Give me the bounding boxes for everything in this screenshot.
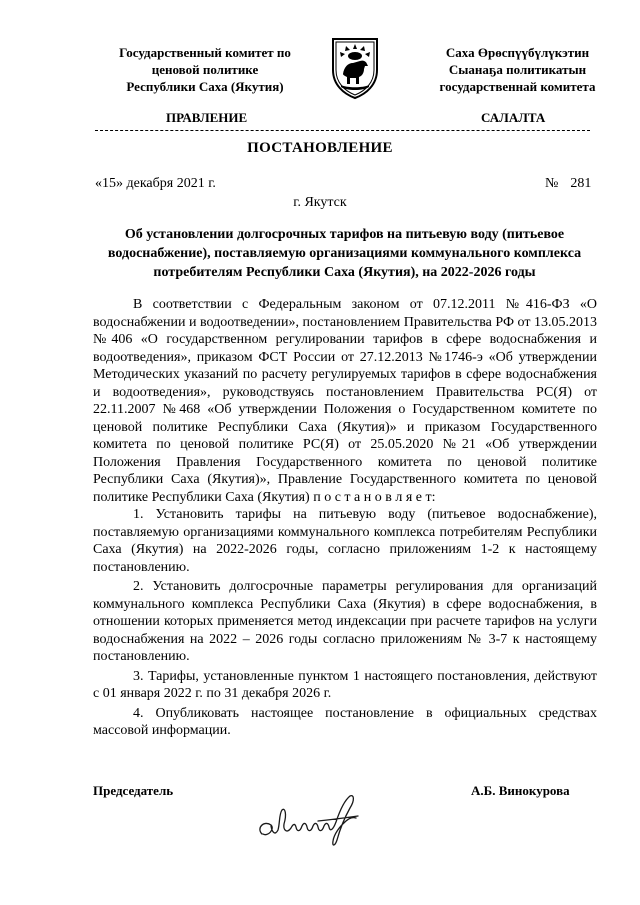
header-divider xyxy=(95,130,590,131)
document-number xyxy=(545,176,591,192)
coat-of-arms-icon xyxy=(329,36,381,100)
preamble-text: В соответствии с Федеральным законом от 07.12.2011 №416-ФЗ «О водоснабжении и водоотведении», постановлением Правительства РФ от 13.05.2013 №406 «О государственном регулировании тарифов в сфере водоснабжения и водоотведения», приказом ФСТ России от 27.12.2013 №1746-э «Об утверждении Методических указаний по расчету регулируемых тарифов в сфере водоснабжения и водоотведения», руководствуясь постановлением Правительства РС(Я) от 22.11.2007 №468 «Об утверждении Положения о Государственном комитете по ценовой политике Республики Саха (Якутия)» и приказом Государственного комитета по ценовой политике РС(Я) от 25.05.2020 №21 «Об утверждении Положения Правления Государственного комитета по ценовой политике Республики Саха (Якутия)», Правление Государственного комитета по ценовой политике Республики Саха (Якутия) xyxy=(93,297,597,505)
document-date: «15» декабря 2021 г. xyxy=(95,176,216,191)
decree-item: 3. Тарифы, установленные пунктом 1 настоящего постановления, действуют с 01 января 2022 г. по 31 декабря 2026 г. xyxy=(93,668,597,701)
signatory-name: А.Б. Винокурова xyxy=(471,783,570,798)
handwritten-signature xyxy=(254,790,374,850)
decree-item: 4. Опубликовать настоящее постановление в официальных средствах массовой информации. xyxy=(93,705,597,738)
document-type: ПОСТАНОВЛЕНИЕ xyxy=(247,140,393,156)
issuer-line: Республики Саха (Якутия) xyxy=(126,79,284,94)
board-label-russian: ПРАВЛЕНИЕ xyxy=(166,110,248,125)
issuer-line: Государственный комитет по xyxy=(119,45,291,60)
document-title: Об установлении долгосрочных тарифов на питьевую воду (питьевое водоснабжение), поставляемую организациями коммунального комплекса потребителям Республики Саха (Якутия), на 2022-2026 годы xyxy=(107,227,582,280)
issuer-line: государственнай комитета xyxy=(439,79,596,94)
number-symbol: № xyxy=(545,176,559,191)
document-body xyxy=(93,296,597,742)
number-value: 281 xyxy=(570,176,592,191)
signatory-position: Председатель xyxy=(93,783,174,798)
issuer-name-yakut xyxy=(410,44,625,95)
body-paragraph xyxy=(93,296,597,506)
issuer-name-russian xyxy=(100,44,310,95)
decree-item: 1. Установить тарифы на питьевую воду (питьевое водоснабжение), поставляемую организациями коммунального комплекса потребителям Республики Саха (Якутия) на 2022-2026 годы, согласно приложениям 1-2 к настоящему постановлению. xyxy=(93,507,597,575)
issuer-line: Саха Өрөспүүбүлүкэтин xyxy=(445,45,590,60)
document-city: г. Якутск xyxy=(293,195,347,210)
board-label-yakut: САЛАЛТА xyxy=(481,110,546,125)
decree-item: 2. Установить долгосрочные параметры регулирования для организаций коммунального комплекса Республики Саха (Якутия) в сфере водоснабжения, в отношении которых применяется метод индексации при расчете тарифов на услуги водоснабжения на 2022 – 2026 годы согласно приложениям № 3-7 к настоящему постановлению. xyxy=(93,579,597,664)
issuer-line: ценовой политике xyxy=(151,62,259,77)
decree-word: п о с т а н о в л я е т: xyxy=(313,489,436,505)
issuer-line: Сыанаҕа политикатын xyxy=(448,62,587,77)
